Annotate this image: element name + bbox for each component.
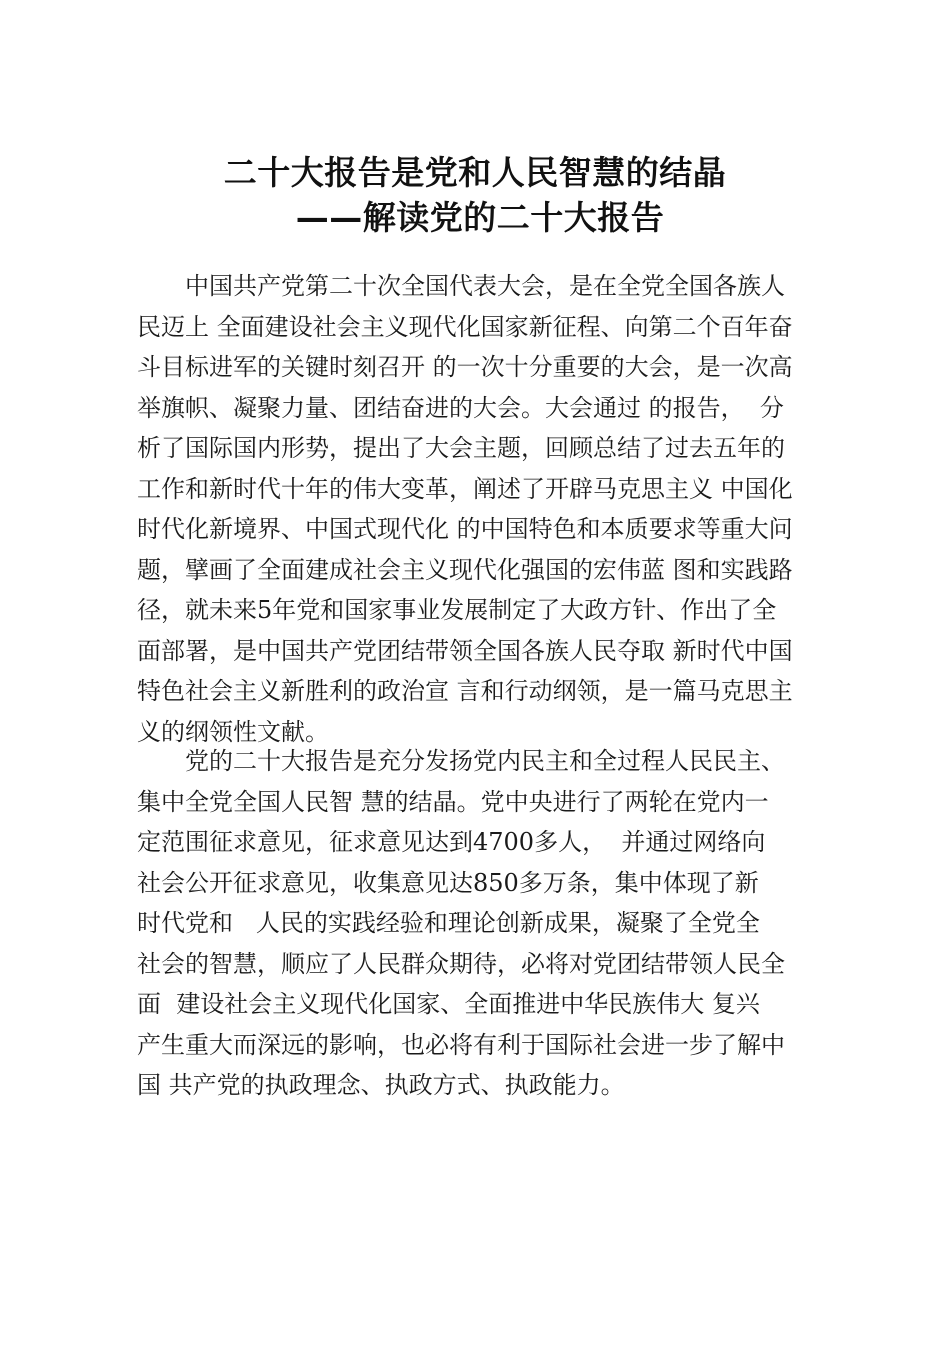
text-line: 集中全党全国人民智 慧的结晶。党中央进行了两轮在党内一 [137,787,769,816]
text-line: 定范围征求意见，征求意见达到4700多人， 并通过网络向 [137,828,766,856]
paragraph-2 [137,741,857,1106]
text-line: 社会的智慧，顺应了人民群众期待，必将对党团结带领人民全 [137,949,785,978]
text-line: 工作和新时代十年的伟大变革，阐述了开辟马克思主义 中国化 [137,474,793,503]
text-line: 面 建设社会主义现代化国家、全面推进中华民族伟大 复兴 [137,990,760,1018]
document-title: 二十大报告是党和人民智慧的结晶 [223,153,727,192]
text-line: 中国共产党第二十次全国代表大会，是在全党全国各族人 [137,272,785,300]
text-line: 径，就未来5年党和国家事业发展制定了大政方针、作出了全 [137,596,777,624]
text-line: 民迈上 全面建设社会主义现代化国家新征程、向第二个百年奋 [137,312,793,341]
text-line: 题，擘画了全面建成社会主义现代化强国的宏伟蓝 图和实践路 [137,555,793,584]
text-line: 特色社会主义新胜利的政治宣 言和行动纲领，是一篇马克思主 [137,677,793,705]
text-line: 时代党和 人民的实践经验和理论创新成果，凝聚了全党全 [137,909,760,937]
text-line: 社会公开征求意见，收集意见达850多万条，集中体现了新 [137,868,759,897]
text-line: 时代化新境界、中国式现代化 的中国特色和本质要求等重大问 [137,515,793,543]
text-line: 析了国际国内形势，提出了大会主题，回顾总结了过去五年的 [137,434,785,462]
document-subtitle: ——解读党的二十大报告 [295,198,665,237]
text-line: 产生重大而深远的影响，也必将有利于国际社会进一步了解中 [137,1030,785,1059]
text-line: 斗目标进军的关键时刻召开 的一次十分重要的大会，是一次高 [137,353,793,381]
title-block [0,150,950,240]
text-line: 面部署，是中国共产党团结带领全国各族人民夺取 新时代中国 [137,636,793,665]
text-line: 义的纲领性文献。 [137,717,329,746]
paragraph-1 [137,266,857,752]
text-line: 党的二十大报告是充分发扬党内民主和全过程人民民主、 [137,747,785,775]
text-line: 国 共产党的执政理念、执政方式、执政能力。 [137,1071,625,1099]
text-line: 举旗帜、凝聚力量、团结奋进的大会。大会通过 的报告， 分 [137,393,784,422]
